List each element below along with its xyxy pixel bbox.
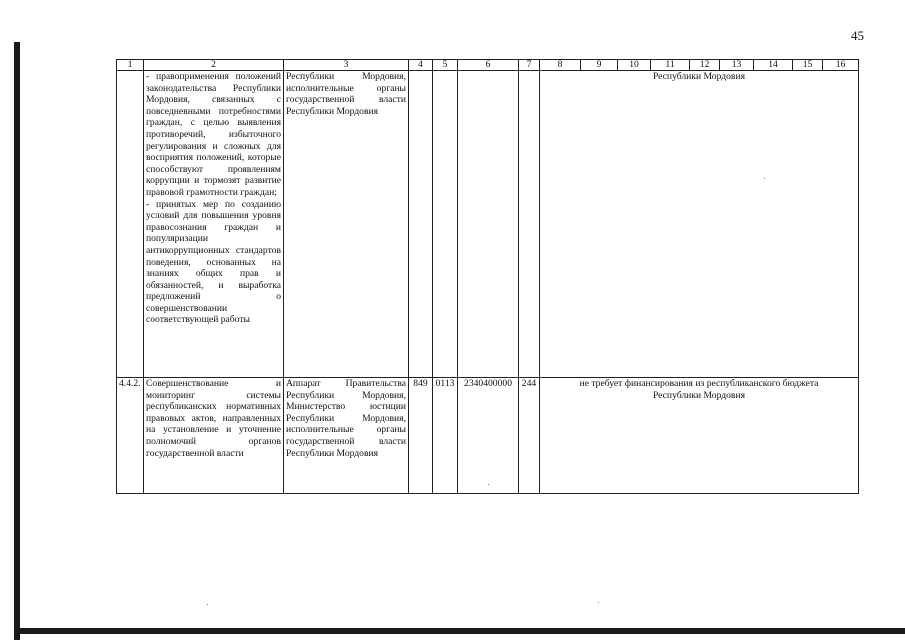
column-header-6: 6 — [458, 60, 519, 71]
code-cell: 0113 — [433, 378, 458, 494]
column-header-2: 2 — [144, 60, 284, 71]
column-header-5: 5 — [433, 60, 458, 71]
code-cell: 244 — [519, 378, 540, 494]
finance-note: не требует финансирования из республиканского бюджета — [579, 378, 819, 389]
column-header-15: 15 — [793, 60, 823, 71]
column-header-8: 8 — [540, 60, 581, 71]
scan-speck — [207, 604, 208, 605]
scan-speck — [488, 484, 489, 485]
row-number-cell — [117, 71, 144, 378]
description-text: Совершенствование и мониторинг системы республиканских нормативных правовых актов, направленных на установление и уточнение полномочий органов государственной власти — [146, 378, 281, 459]
scan-speck — [598, 602, 599, 603]
column-header-16: 16 — [823, 60, 859, 71]
column-header-3: 3 — [284, 60, 409, 71]
column-header-10: 10 — [618, 60, 651, 71]
finance-note: Республики Мордовия — [652, 389, 746, 401]
description-cell — [144, 378, 284, 494]
executor-cell: Аппарат Правительства Республики Мордовия, Министерство юстиции Республики Мордовия, исполнительные органы государственной власти Республики Мордовия — [284, 378, 409, 494]
table-row — [117, 378, 859, 494]
column-header-9: 9 — [581, 60, 618, 71]
code-cell — [458, 71, 519, 378]
executor-cell: Республики Мордовия, исполнительные органы государственной власти Республики Мордовия — [284, 71, 409, 378]
binding-edge-left — [14, 42, 20, 640]
row-number-cell: 4.4.2. — [117, 378, 144, 494]
scan-edge-bottom — [14, 628, 905, 634]
finance-note: Республики Мордовия — [652, 71, 746, 82]
column-header-12: 12 — [690, 60, 720, 71]
column-header-4: 4 — [409, 60, 433, 71]
column-header-1: 1 — [117, 60, 144, 71]
code-cell — [433, 71, 458, 378]
description-cell — [144, 71, 284, 378]
code-cell: 2340400000 — [458, 378, 519, 494]
finance-note-cell — [540, 71, 859, 378]
scan-speck — [764, 178, 765, 179]
code-cell: 849 — [409, 378, 433, 494]
page-number: 45 — [851, 28, 864, 43]
table-header-row — [117, 60, 859, 71]
column-header-7: 7 — [519, 60, 540, 71]
code-cell — [519, 71, 540, 378]
code-cell — [409, 71, 433, 378]
description-text: - правоприменения положений законодательства Республики Мордовия, связанных с повседневными потребностями граждан, с целью выявления противоречий, избыточного регулирования и сложных для восприятия положений, которые способствуют проявлениям коррупции и тормозят развитие правовой грамотности граждан; — [146, 71, 281, 198]
column-header-13: 13 — [720, 60, 754, 71]
document-table — [116, 59, 859, 494]
column-header-14: 14 — [754, 60, 793, 71]
table-row — [117, 71, 859, 378]
description-text: - принятых мер по созданию условий для повышения уровня правосознания граждан и популяризации антикоррупционных стандартов поведения, основанных на знаниях общих прав и обязанностей, и выработка предложений о совершенствовании соответствующей работы — [146, 198, 281, 326]
column-header-11: 11 — [651, 60, 690, 71]
finance-note-cell — [540, 378, 859, 494]
